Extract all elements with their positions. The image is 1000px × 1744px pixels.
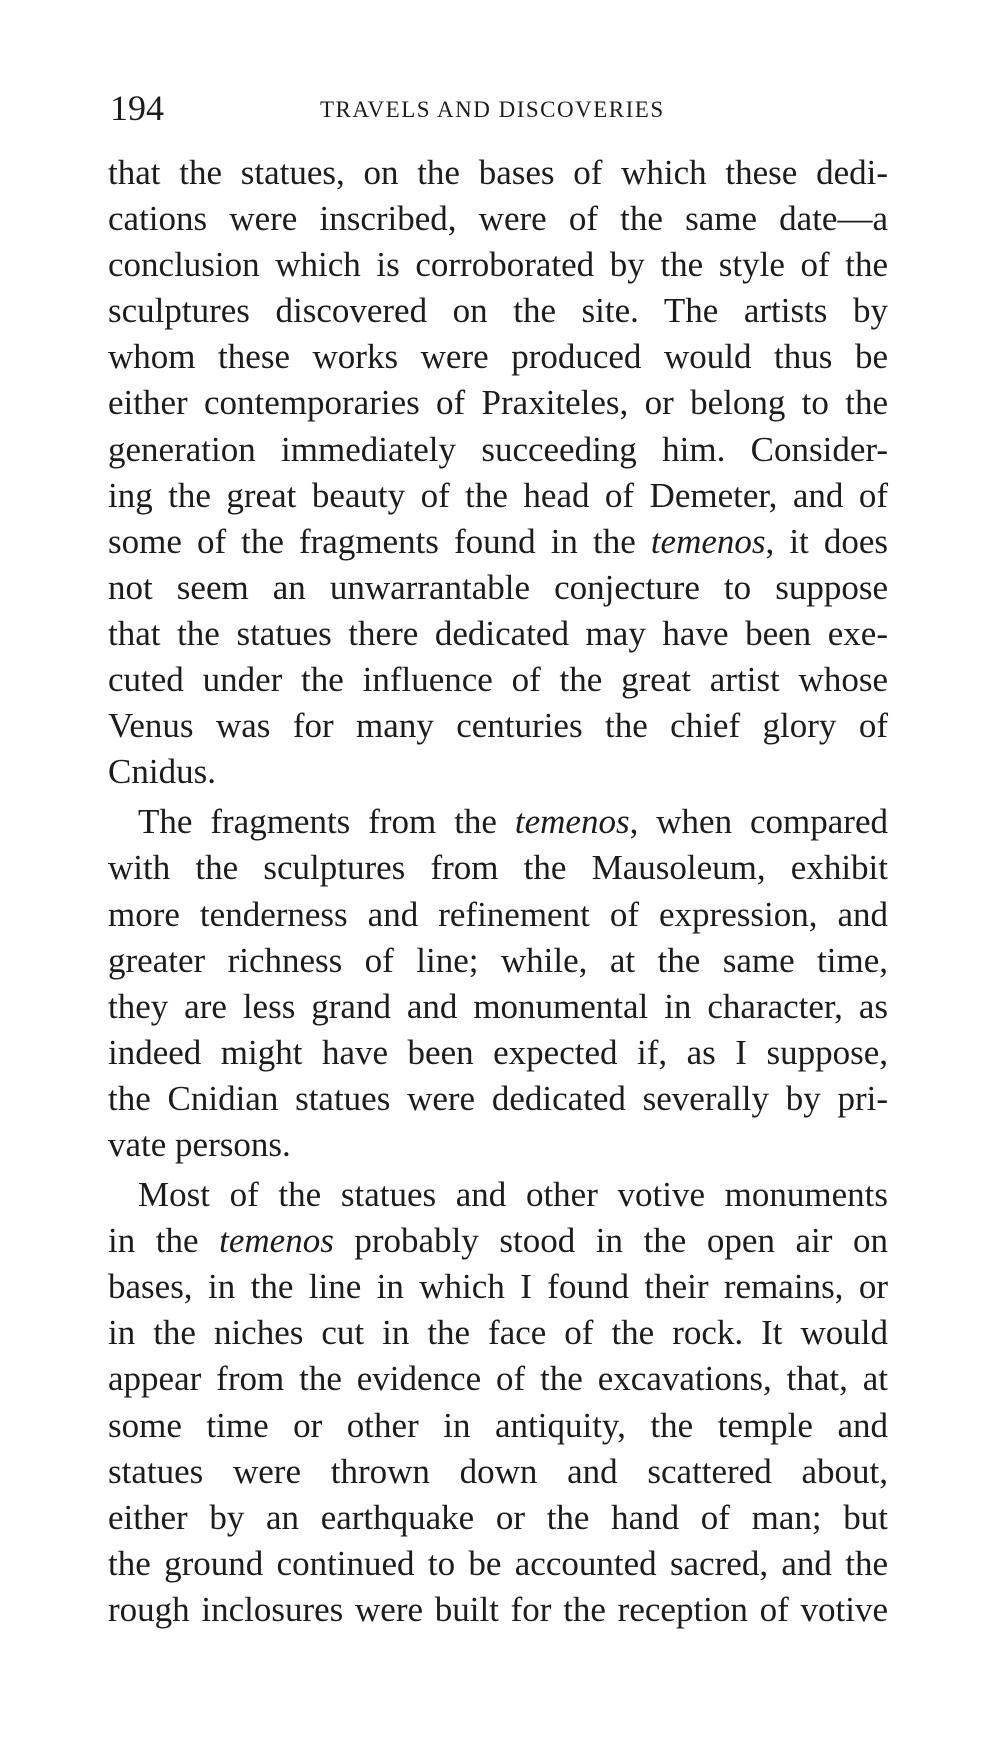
paragraph [108, 1172, 888, 1633]
text-line: sculptures discovered on the site. The artists by [108, 291, 888, 331]
text-line: that the statues, on the bases of which these dedi- [108, 153, 888, 192]
text-line: Cnidus. [108, 752, 216, 792]
text-line: vate persons. [108, 1124, 291, 1164]
text-line: Venus was for many centuries the chief glory of [108, 706, 888, 746]
text-line: greater richness of line; while, at the same time, [108, 940, 888, 980]
text-line: either contemporaries of Praxiteles, or belong to the [108, 383, 888, 423]
text-line: either by an earthquake or the hand of man; but [108, 1497, 888, 1537]
text-line: The fragments from the temenos, when compared [138, 802, 889, 842]
page-number: 194 [110, 88, 164, 128]
paragraph [108, 799, 888, 1168]
text-line: bases, in the line in which I found their remains, or [108, 1267, 888, 1307]
text-line: some of the fragments found in the temenos, it does [108, 521, 888, 561]
text-line: cuted under the influence of the great artist whose [108, 660, 888, 700]
running-head [110, 86, 890, 130]
text-line: whom these works were produced would thus be [108, 337, 888, 377]
text-line: that the statues there dedicated may have been exe- [108, 613, 888, 653]
italic-term: temenos [650, 521, 766, 561]
text-line: not seem an unwarrantable conjecture to suppose [108, 567, 888, 607]
text-line: in the niches cut in the face of the rock. It would [108, 1313, 888, 1353]
italic-term: temenos [514, 802, 630, 842]
text-line: more tenderness and refinement of expression, and [108, 894, 888, 934]
running-title: TRAVELS AND DISCOVERIES [320, 97, 665, 122]
text-line: they are less grand and monumental in character, as [108, 986, 888, 1026]
text-line: the Cnidian statues were dedicated severally by pri- [108, 1078, 888, 1118]
paragraph [108, 150, 888, 795]
text-line: the ground continued to be accounted sacred, and the [108, 1543, 888, 1583]
text-line: Most of the statues and other votive monuments [138, 1175, 888, 1215]
body-text [108, 150, 888, 1633]
text-line: conclusion which is corroborated by the style of the [108, 245, 888, 285]
text-line: some time or other in antiquity, the temple and [108, 1405, 888, 1445]
text-line: with the sculptures from the Mausoleum, exhibit [108, 848, 888, 888]
text-line: ing the great beauty of the head of Demeter, and of [108, 475, 888, 515]
text-line: generation immediately succeeding him. Consider- [108, 429, 888, 469]
text-line: statues were thrown down and scattered about, [108, 1451, 888, 1491]
text-line: cations were inscribed, were of the same date—a [108, 199, 888, 239]
text-line: rough inclosures were built for the reception of votive [108, 1589, 888, 1629]
italic-term: temenos [219, 1221, 334, 1261]
text-line: indeed might have been expected if, as I suppose, [108, 1032, 888, 1072]
text-line: appear from the evidence of the excavations, that, at [108, 1359, 888, 1399]
text-line: in the temenos probably stood in the open air on [108, 1221, 888, 1261]
